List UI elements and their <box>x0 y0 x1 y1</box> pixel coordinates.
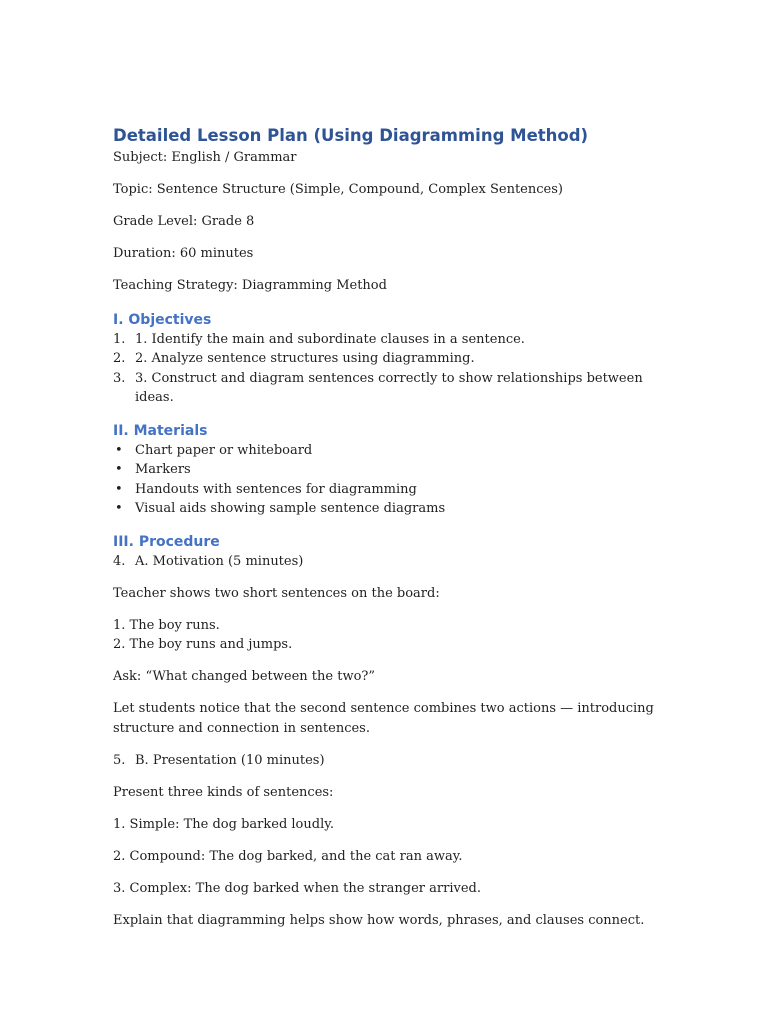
objectives-list <box>113 330 673 408</box>
meta-subject: Subject: English / Grammar <box>113 150 297 165</box>
list-item-text: 3. Construct and diagram sentences correctly to show relationships between ideas. <box>135 370 643 405</box>
list-marker: 1. <box>113 331 126 347</box>
document-page <box>113 124 673 943</box>
list-item-text: Visual aids showing sample sentence diagrams <box>135 501 446 516</box>
list-item-text: 1. Identify the main and subordinate clauses in a sentence. <box>135 331 525 347</box>
list-item-text: Chart paper or whiteboard <box>135 442 313 458</box>
objectives-heading: I. Objectives <box>113 311 212 328</box>
list-item <box>113 480 673 500</box>
list-marker: 3. <box>113 370 126 386</box>
document-title: Detailed Lesson Plan (Using Diagramming Method) <box>113 126 589 145</box>
explain-text: Explain that diagramming helps show how words, phrases, and clauses connect. <box>113 912 645 928</box>
notice-text: Let students notice that the second sentence combines two actions — introducing structure and connection in sentences. <box>113 701 654 736</box>
list-item-text: Handouts with sentences for diagramming <box>135 481 417 497</box>
list-item <box>113 441 673 461</box>
sentence-kind: 3. Complex: The dog barked when the stranger arrived. <box>113 880 481 896</box>
meta-duration: Duration: 60 minutes <box>113 246 254 261</box>
motivation-sentence: 2. The boy runs and jumps. <box>113 637 293 652</box>
lesson-meta <box>113 148 673 296</box>
list-item-text: Markers <box>135 462 191 477</box>
presentation-step <box>113 751 673 771</box>
materials-heading: II. Materials <box>113 422 208 439</box>
motivation-sentence: 1. The boy runs. <box>113 617 220 633</box>
list-marker: 2. <box>113 351 126 366</box>
list-item <box>113 460 673 480</box>
sentence-kind: 1. Simple: The dog barked loudly. <box>113 816 334 832</box>
motivation-intro: Teacher shows two short sentences on the board: <box>113 585 440 601</box>
procedure-content <box>113 552 673 931</box>
step-text: B. Presentation (10 minutes) <box>135 752 325 768</box>
list-item <box>113 330 673 350</box>
step-text: A. Motivation (5 minutes) <box>135 553 304 569</box>
list-item <box>113 349 673 369</box>
list-item-text: 2. Analyze sentence structures using diagramming. <box>135 351 475 366</box>
bullet-marker: • <box>115 442 123 458</box>
list-marker: 4. <box>113 553 126 569</box>
meta-topic: Topic: Sentence Structure (Simple, Compound, Complex Sentences) <box>113 182 563 197</box>
bullet-marker: • <box>115 501 123 516</box>
list-item <box>113 499 673 519</box>
procedure-heading: III. Procedure <box>113 533 220 550</box>
sentence-kind: 2. Compound: The dog barked, and the cat ran away. <box>113 848 463 864</box>
list-item <box>113 369 673 408</box>
motivation-step <box>113 552 673 572</box>
presentation-intro: Present three kinds of sentences: <box>113 784 334 800</box>
meta-teaching-strategy: Teaching Strategy: Diagramming Method <box>113 278 387 293</box>
bullet-marker: • <box>115 481 123 497</box>
list-marker: 5. <box>113 752 126 768</box>
meta-grade-level: Grade Level: Grade 8 <box>113 214 255 229</box>
materials-list <box>113 441 673 519</box>
ask-text: Ask: “What changed between the two?” <box>113 669 376 684</box>
bullet-marker: • <box>115 462 123 477</box>
